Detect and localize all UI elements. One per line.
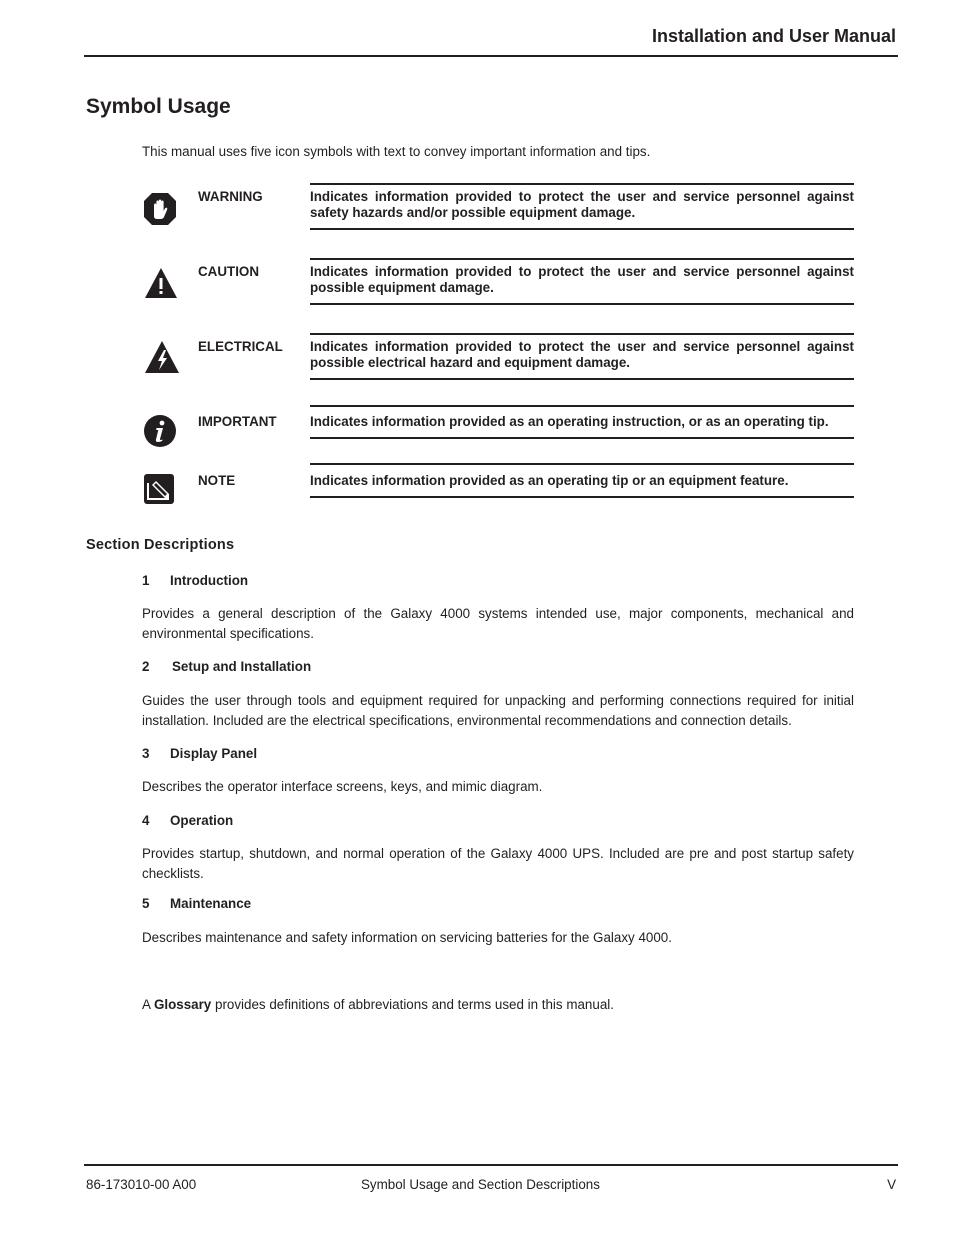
glossary-prefix: A [142,997,151,1012]
symbol-label: CAUTION [198,264,259,279]
rule-top [310,183,854,185]
rule-bottom [310,437,854,439]
rule-top [310,333,854,335]
symbol-description: Indicates information provided as an operating instruction, or as an operating tip. [310,414,829,429]
section-number: 5 [142,896,150,911]
section-item-title [142,896,251,911]
info-icon [143,414,177,448]
caution-triangle-icon [143,266,179,302]
rule-bottom [310,378,854,380]
symbol-description: Indicates information provided to protect the user and service personnel against possible equipment damage. [310,264,854,295]
electrical-hazard-icon [144,340,180,376]
symbol-description: Indicates information provided as an operating tip or an equipment feature. [310,473,789,488]
glossary-suffix: provides definitions of abbreviations and terms used in this manual. [215,997,614,1012]
rule-bottom [310,496,854,498]
section-number: 2 [142,659,150,674]
symbol-label: ELECTRICAL [198,339,283,354]
glossary-term: Glossary [153,997,212,1012]
glossary-note [142,997,614,1012]
section-number: 4 [142,813,150,828]
rule-bottom [310,228,854,230]
header-divider [84,55,898,57]
section-number: 1 [142,573,150,588]
symbol-label: WARNING [198,189,263,204]
rule-top [310,463,854,465]
section-heading: Section Descriptions [86,537,235,553]
footer-divider [84,1164,898,1166]
rule-bottom [310,303,854,305]
rule-top [310,258,854,260]
section-title: Maintenance [170,896,252,911]
section-title: Display Panel [170,746,258,761]
section-title: Introduction [170,573,249,588]
section-item-body: Describes the operator interface screens, keys, and mimic diagram. [142,779,543,794]
section-item-title [142,573,248,588]
page-title: Symbol Usage [86,95,231,118]
footer-doc-number: 86-173010-00 A00 [86,1177,197,1192]
section-item-title [142,746,257,761]
section-item-body: Provides a general description of the Galaxy 4000 systems intended use, major components, mechanical and environmental specifications. [142,606,854,641]
section-item-body: Describes maintenance and safety information on servicing batteries for the Galaxy 4000. [142,930,672,945]
section-item-body: Guides the user through tools and equipment required for unpacking and performing connections required for initial installation. Included are the electrical specifications, environmental recommendations and connection details. [142,693,854,728]
section-item-title [142,813,233,828]
section-item-body: Provides startup, shutdown, and normal operation of the Galaxy 4000 UPS. Included are pre and post startup safety checklists. [142,846,854,881]
note-pencil-icon [143,473,175,505]
symbol-description: Indicates information provided to protect the user and service personnel against safety hazards and/or possible equipment damage. [310,189,854,220]
section-title: Operation [170,813,234,828]
section-title: Setup and Installation [172,659,312,674]
section-item-title [142,659,311,674]
intro-text: This manual uses five icon symbols with text to convey important information and tips. [142,144,651,159]
symbol-label: IMPORTANT [198,414,277,429]
rule-top [310,405,854,407]
section-number: 3 [142,746,150,761]
footer-page-number: V [887,1177,896,1192]
symbol-description: Indicates information provided to protect the user and service personnel against possible electrical hazard and equipment damage. [310,339,854,370]
stop-hand-icon [142,191,178,227]
header-title: Installation and User Manual [651,26,896,46]
symbol-label: NOTE [198,473,236,488]
footer-section-title: Symbol Usage and Section Descriptions [361,1177,600,1192]
